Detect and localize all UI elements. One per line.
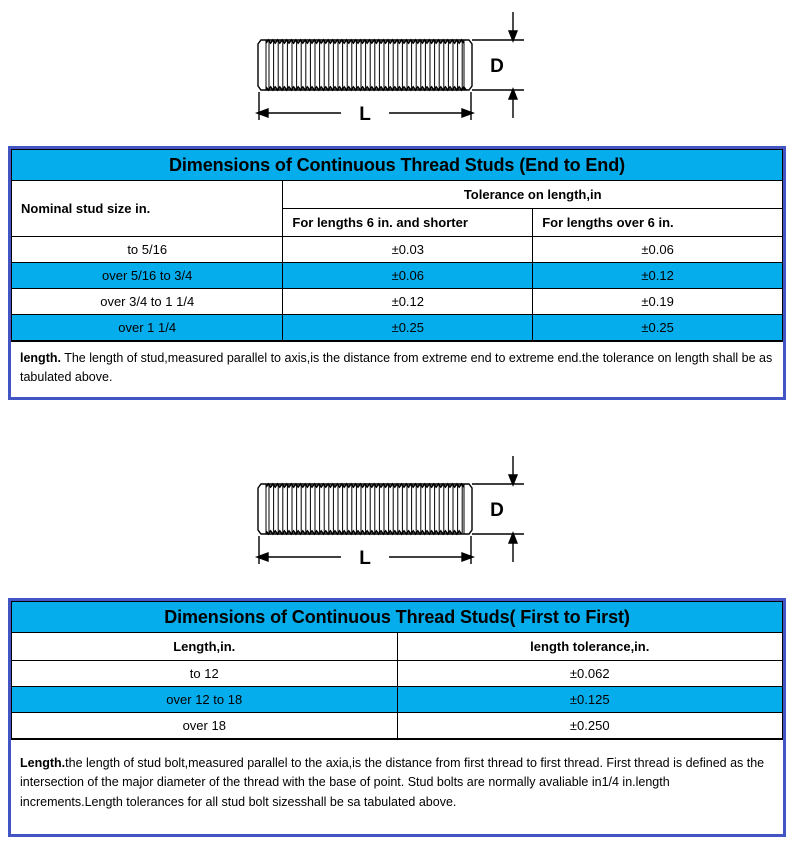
diameter-label-top: D xyxy=(490,56,504,77)
cell-length: to 12 xyxy=(12,661,398,687)
header-lengths-6in-and-shorter: For lengths 6 in. and shorter xyxy=(283,209,533,237)
cell-size: to 5/16 xyxy=(12,237,283,263)
table-two-title-row xyxy=(12,602,783,633)
table-one-title: Dimensions of Continuous Thread Studs (End to End) xyxy=(12,150,783,181)
header-length: Length,in. xyxy=(12,633,398,661)
stud-diagram-first-to-first xyxy=(0,450,796,595)
table-one-note-body: The length of stud,measured parallel to axis,is the distance from extreme end to extreme end.the tolerance on length shall be as tabulated above. xyxy=(20,351,773,385)
header-nominal-stud-size: Nominal stud size in. xyxy=(12,181,283,237)
table-one-title-row xyxy=(12,150,783,181)
cell-tolerance-long: ±0.19 xyxy=(533,289,783,315)
table-two-title: Dimensions of Continuous Thread Studs( First to First) xyxy=(12,602,783,633)
stud-diagram-first-to-first-svg xyxy=(0,450,796,595)
length-label-top: L xyxy=(359,104,371,125)
cell-tolerance: ±0.125 xyxy=(397,687,783,713)
cell-tolerance-long: ±0.25 xyxy=(533,315,783,341)
table-one-note xyxy=(11,341,783,397)
cell-length: over 18 xyxy=(12,713,398,739)
cell-tolerance-long: ±0.12 xyxy=(533,263,783,289)
stud-diagram-end-to-end xyxy=(0,0,796,140)
table-row xyxy=(12,263,783,289)
table-row xyxy=(12,687,783,713)
table-two-note xyxy=(11,739,783,834)
table-row xyxy=(12,661,783,687)
diameter-label-bottom: D xyxy=(490,500,504,521)
table-one-note-lead: length. xyxy=(20,351,61,365)
table-one-header-row-1 xyxy=(12,181,783,209)
cell-size: over 1 1/4 xyxy=(12,315,283,341)
header-tolerance-on-length: Tolerance on length,in xyxy=(283,181,783,209)
table-row xyxy=(12,713,783,739)
cell-tolerance-long: ±0.06 xyxy=(533,237,783,263)
cell-tolerance-short: ±0.03 xyxy=(283,237,533,263)
table-row xyxy=(12,237,783,263)
table-row xyxy=(12,315,783,341)
table-row xyxy=(12,289,783,315)
table-two-block xyxy=(8,598,786,837)
cell-tolerance-short: ±0.25 xyxy=(283,315,533,341)
header-length-tolerance: length tolerance,in. xyxy=(397,633,783,661)
table-two xyxy=(11,601,783,739)
cell-length: over 12 to 18 xyxy=(12,687,398,713)
cell-tolerance: ±0.062 xyxy=(397,661,783,687)
table-two-note-lead: Length. xyxy=(20,756,66,770)
cell-tolerance: ±0.250 xyxy=(397,713,783,739)
length-label-bottom: L xyxy=(359,548,371,569)
cell-size: over 3/4 to 1 1/4 xyxy=(12,289,283,315)
table-two-note-body: the length of stud bolt,measured parallel to the axia,is the distance from first thread to first thread. First thread is defined as the intersection of the major diameter of the thread with the base of point. Stud bolts are normally avaliable in1/4 in.length increments.Length tolerances for all stud bolt sizesshall be sa tabulated above. xyxy=(20,756,765,809)
stud-diagram-end-to-end-svg xyxy=(0,0,796,140)
table-one-block xyxy=(8,146,786,400)
table-one xyxy=(11,149,783,341)
cell-size: over 5/16 to 3/4 xyxy=(12,263,283,289)
cell-tolerance-short: ±0.12 xyxy=(283,289,533,315)
cell-tolerance-short: ±0.06 xyxy=(283,263,533,289)
header-lengths-over-6in: For lengths over 6 in. xyxy=(533,209,783,237)
table-two-header-row xyxy=(12,633,783,661)
